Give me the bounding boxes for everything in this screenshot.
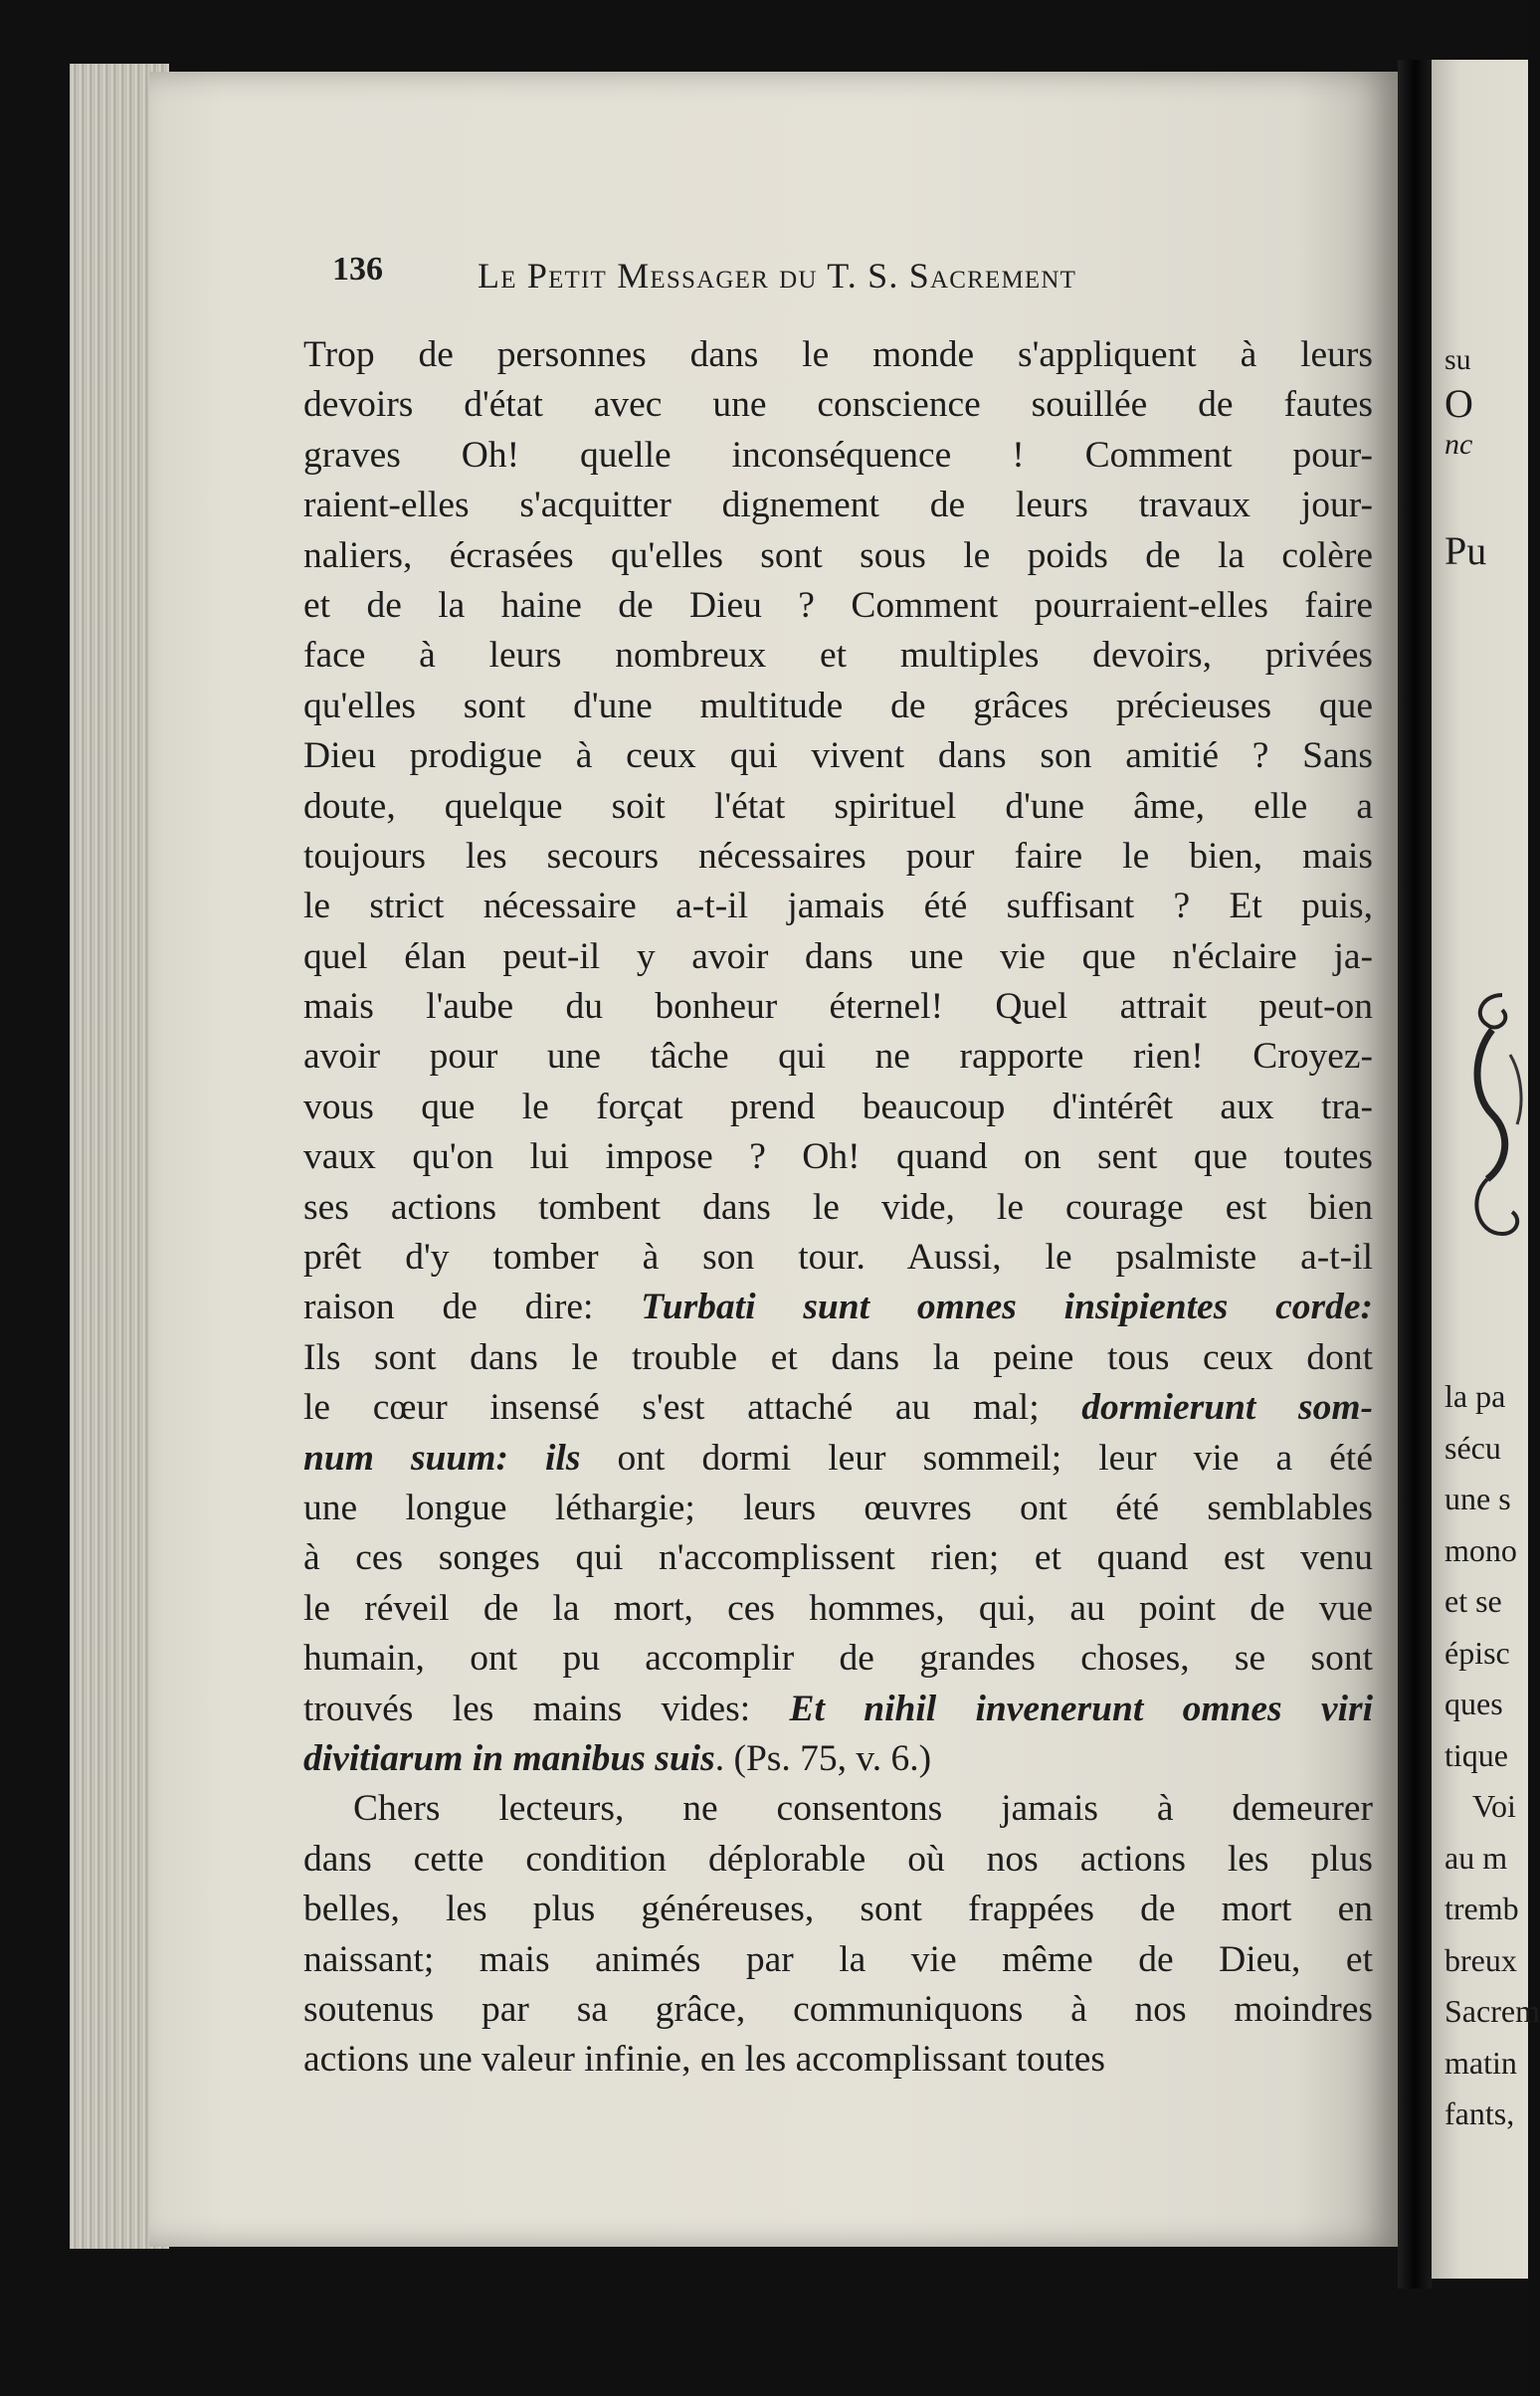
- text-segment: naliers, écrasées qu'elles sont sous le poids de la colère: [303, 534, 1373, 576]
- adjacent-page-fragment: ques: [1444, 1686, 1503, 1721]
- text-segment: . (Ps. 75, v. 6.): [714, 1737, 932, 1779]
- text-line: [303, 1083, 1373, 1132]
- text-line: [303, 1383, 1373, 1433]
- text-segment: vous que le forçat prend beaucoup d'intérêt aux tra-: [303, 1086, 1373, 1127]
- text-segment: Dieu prodigue à ceux qui vivent dans son amitié ? Sans: [303, 735, 1373, 777]
- adjacent-page-fragment: au m: [1444, 1839, 1508, 1876]
- text-segment: belles, les plus généreuses, sont frappées de mort en: [303, 1889, 1373, 1930]
- text-segment: Trop de personnes dans le monde s'appliquent à leurs: [303, 334, 1373, 375]
- adjacent-page-fragment: sécu: [1444, 1429, 1501, 1466]
- text-line: [303, 782, 1373, 832]
- page-header: [332, 251, 1257, 300]
- text-line: [303, 731, 1373, 781]
- body-text: [303, 330, 1373, 2086]
- adjacent-page-fragment: fants,: [1444, 2096, 1515, 2131]
- decorative-initial-ornament: [1462, 985, 1528, 1264]
- text-segment: avoir pour une tâche qui ne rapporte rien! Croyez-: [303, 1036, 1373, 1078]
- text-line: [303, 982, 1373, 1032]
- text-segment: Chers lecteurs, ne consentons jamais à demeurer: [353, 1788, 1373, 1830]
- text-segment: le réveil de la mort, ces hommes, qui, au point de vue: [303, 1587, 1373, 1629]
- text-line: [303, 1584, 1373, 1634]
- text-line: [303, 1935, 1373, 1985]
- adjacent-page-fragment: Sacrem: [1444, 1993, 1540, 2029]
- text-segment: toujours les secours nécessaires pour faire le bien, mais: [303, 835, 1373, 877]
- text-line: [303, 481, 1373, 530]
- adjacent-page-fragment: une s: [1444, 1481, 1511, 1516]
- text-line: [303, 1784, 1373, 1834]
- adjacent-page-fragment: tremb: [1444, 1891, 1519, 1926]
- adjacent-page-fragment: la pa: [1444, 1378, 1506, 1414]
- adjacent-page-fragment: nc: [1444, 428, 1473, 461]
- adjacent-page-fragment: Pu: [1444, 528, 1487, 573]
- text-line: [303, 932, 1373, 982]
- italic-segment: Turbati sunt omnes insipientes corde:: [641, 1287, 1373, 1328]
- page-number: 136: [332, 251, 383, 288]
- text-line: [303, 581, 1373, 631]
- text-segment: prêt d'y tomber à son tour. Aussi, le psalmiste a-t-il: [303, 1237, 1373, 1279]
- text-line: [303, 1634, 1373, 1684]
- italic-segment: divitiarum in manibus suis: [303, 1737, 715, 1779]
- text-segment: le cœur insensé s'est attaché au mal;: [303, 1387, 1082, 1429]
- adjacent-page-fragment: mono: [1444, 1531, 1517, 1568]
- text-line: [303, 1885, 1373, 1934]
- text-segment: ses actions tombent dans le vide, le courage est bien: [303, 1186, 1373, 1228]
- text-segment: doute, quelque soit l'état spirituel d'une âme, elle a: [303, 785, 1373, 827]
- adjacent-page-fragment: Voi: [1472, 1788, 1516, 1824]
- text-segment: et de la haine de Dieu ? Comment pourraient-elles faire: [303, 584, 1373, 626]
- text-segment: actions une valeur infinie, en les accomplissant toutes: [303, 2039, 1106, 2081]
- text-line: [303, 1835, 1373, 1885]
- text-line: [303, 882, 1373, 931]
- text-line: [303, 1032, 1373, 1082]
- text-line: [303, 631, 1373, 681]
- text-line: [303, 1233, 1373, 1283]
- text-segment: une longue léthargie; leurs œuvres ont été semblables: [303, 1487, 1373, 1528]
- text-segment: dans cette condition déplorable où nos actions les plus: [303, 1838, 1373, 1880]
- text-line: [303, 1685, 1373, 1734]
- running-title: Le Petit Messager du T. S. Sacrement: [478, 256, 1077, 296]
- text-line: [303, 2035, 1373, 2085]
- text-segment: soutenus par sa grâce, communiquons à nos moindres: [303, 1988, 1373, 2030]
- text-segment: mais l'aube du bonheur éternel! Quel attrait peut-on: [303, 986, 1373, 1028]
- adjacent-page-fragment: su: [1444, 343, 1471, 376]
- text-segment: raient-elles s'acquitter dignement de leurs travaux jour-: [303, 485, 1373, 526]
- text-line: [303, 531, 1373, 581]
- text-line: [303, 1434, 1373, 1484]
- adjacent-page-fragment: O: [1444, 381, 1473, 426]
- text-line: [303, 1484, 1373, 1533]
- text-line: [303, 1985, 1373, 2035]
- text-segment: Ils sont dans le trouble et dans la peine tous ceux dont: [303, 1336, 1373, 1378]
- text-segment: raison de dire:: [303, 1287, 642, 1328]
- text-segment: le strict nécessaire a-t-il jamais été suffisant ? Et puis,: [303, 886, 1373, 927]
- text-line: [303, 1283, 1373, 1332]
- text-segment: ont dormi leur sommeil; leur vie a été: [580, 1437, 1373, 1479]
- text-line: [303, 431, 1373, 481]
- text-segment: quel élan peut-il y avoir dans une vie que n'éclaire ja-: [303, 935, 1373, 977]
- adjacent-page-fragment: tique: [1444, 1736, 1508, 1773]
- text-line: [303, 1533, 1373, 1583]
- text-segment: face à leurs nombreux et multiples devoirs, privées: [303, 635, 1373, 677]
- italic-segment: num suum: ils: [303, 1437, 581, 1479]
- italic-segment: dormierunt som-: [1081, 1387, 1373, 1429]
- adjacent-page-fragment: et se: [1444, 1583, 1502, 1619]
- text-segment: graves Oh! quelle inconséquence ! Comment pour-: [303, 434, 1373, 476]
- text-segment: à ces songes qui n'accomplissent rien; et quand est venu: [303, 1537, 1373, 1579]
- text-segment: humain, ont pu accomplir de grandes choses, se sont: [303, 1638, 1373, 1680]
- italic-segment: Et nihil invenerunt omnes viri: [789, 1688, 1373, 1729]
- text-segment: vaux qu'on lui impose ? Oh! quand on sent que toutes: [303, 1136, 1373, 1178]
- adjacent-page-fragment: épisc: [1444, 1634, 1510, 1671]
- text-line: [303, 1183, 1373, 1233]
- text-line: [303, 1734, 1373, 1784]
- adjacent-page-fragment: breux: [1444, 1941, 1517, 1978]
- text-segment: trouvés les mains vides:: [303, 1688, 790, 1729]
- text-line: [303, 330, 1373, 380]
- text-segment: qu'elles sont d'une multitude de grâces précieuses que: [303, 685, 1373, 726]
- book-gutter: [1398, 60, 1432, 2289]
- adjacent-page-fragment: matin: [1444, 2044, 1517, 2081]
- text-line: [303, 1333, 1373, 1383]
- text-segment: naissant; mais animés par la vie même de Dieu, et: [303, 1938, 1373, 1980]
- text-line: [303, 682, 1373, 731]
- text-line: [303, 1132, 1373, 1182]
- text-segment: devoirs d'état avec une conscience souillée de fautes: [303, 384, 1373, 426]
- text-line: [303, 832, 1373, 882]
- text-line: [303, 380, 1373, 430]
